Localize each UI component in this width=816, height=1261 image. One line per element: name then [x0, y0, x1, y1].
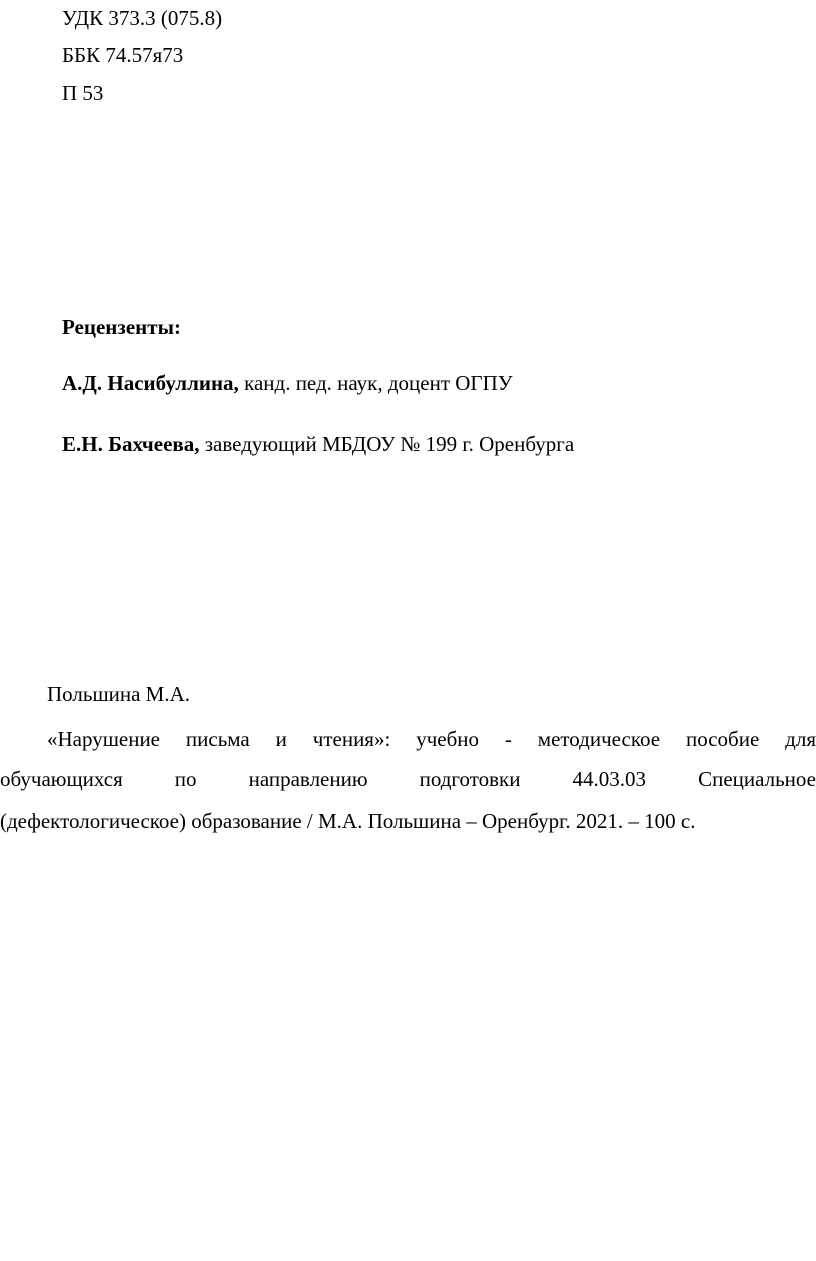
- bibliographic-line-3: (дефектологическое) образование / М.А. Польшина – Оренбург. 2021. – 100 с.: [0, 809, 696, 833]
- bib-word: по: [174, 767, 197, 791]
- bib-word: для: [785, 727, 816, 751]
- reviewers-heading: Рецензенты:: [62, 315, 181, 339]
- bib-word: обучающихся: [0, 767, 123, 791]
- bib-word: Специальное: [698, 767, 816, 791]
- bibliographic-line-1: [47, 729, 816, 750]
- bib-word: подготовки: [419, 767, 521, 791]
- bib-word: учебно: [416, 727, 479, 751]
- bibliographic-line-2: [0, 769, 816, 790]
- reviewer-1-desc: канд. пед. наук, доцент ОГПУ: [238, 371, 513, 395]
- reviewer-1: [62, 373, 513, 394]
- reviewer-2: [62, 434, 574, 455]
- bib-word: методическое: [537, 727, 661, 751]
- bib-word: направлению: [248, 767, 368, 791]
- reviewer-1-name: А.Д. Насибуллина,: [62, 371, 239, 395]
- bib-word: -: [504, 727, 512, 751]
- bbk-code: ББК 74.57я73: [62, 43, 184, 67]
- reviewer-2-desc: заведующий МБДОУ № 199 г. Оренбурга: [199, 432, 575, 456]
- bib-word: письма: [185, 727, 250, 751]
- udk-code: УДК 373.3 (075.8): [62, 6, 223, 30]
- bib-word: «Нарушение: [47, 727, 160, 751]
- bib-word: и: [275, 727, 287, 751]
- reviewer-2-name: Е.Н. Бахчеева,: [62, 432, 200, 456]
- author-sign: П 53: [62, 81, 104, 105]
- bib-word: пособие: [685, 727, 760, 751]
- bib-word: 44.03.03: [572, 767, 647, 791]
- book-author: Польшина М.А.: [47, 682, 191, 706]
- bib-word: чтения»:: [312, 727, 391, 751]
